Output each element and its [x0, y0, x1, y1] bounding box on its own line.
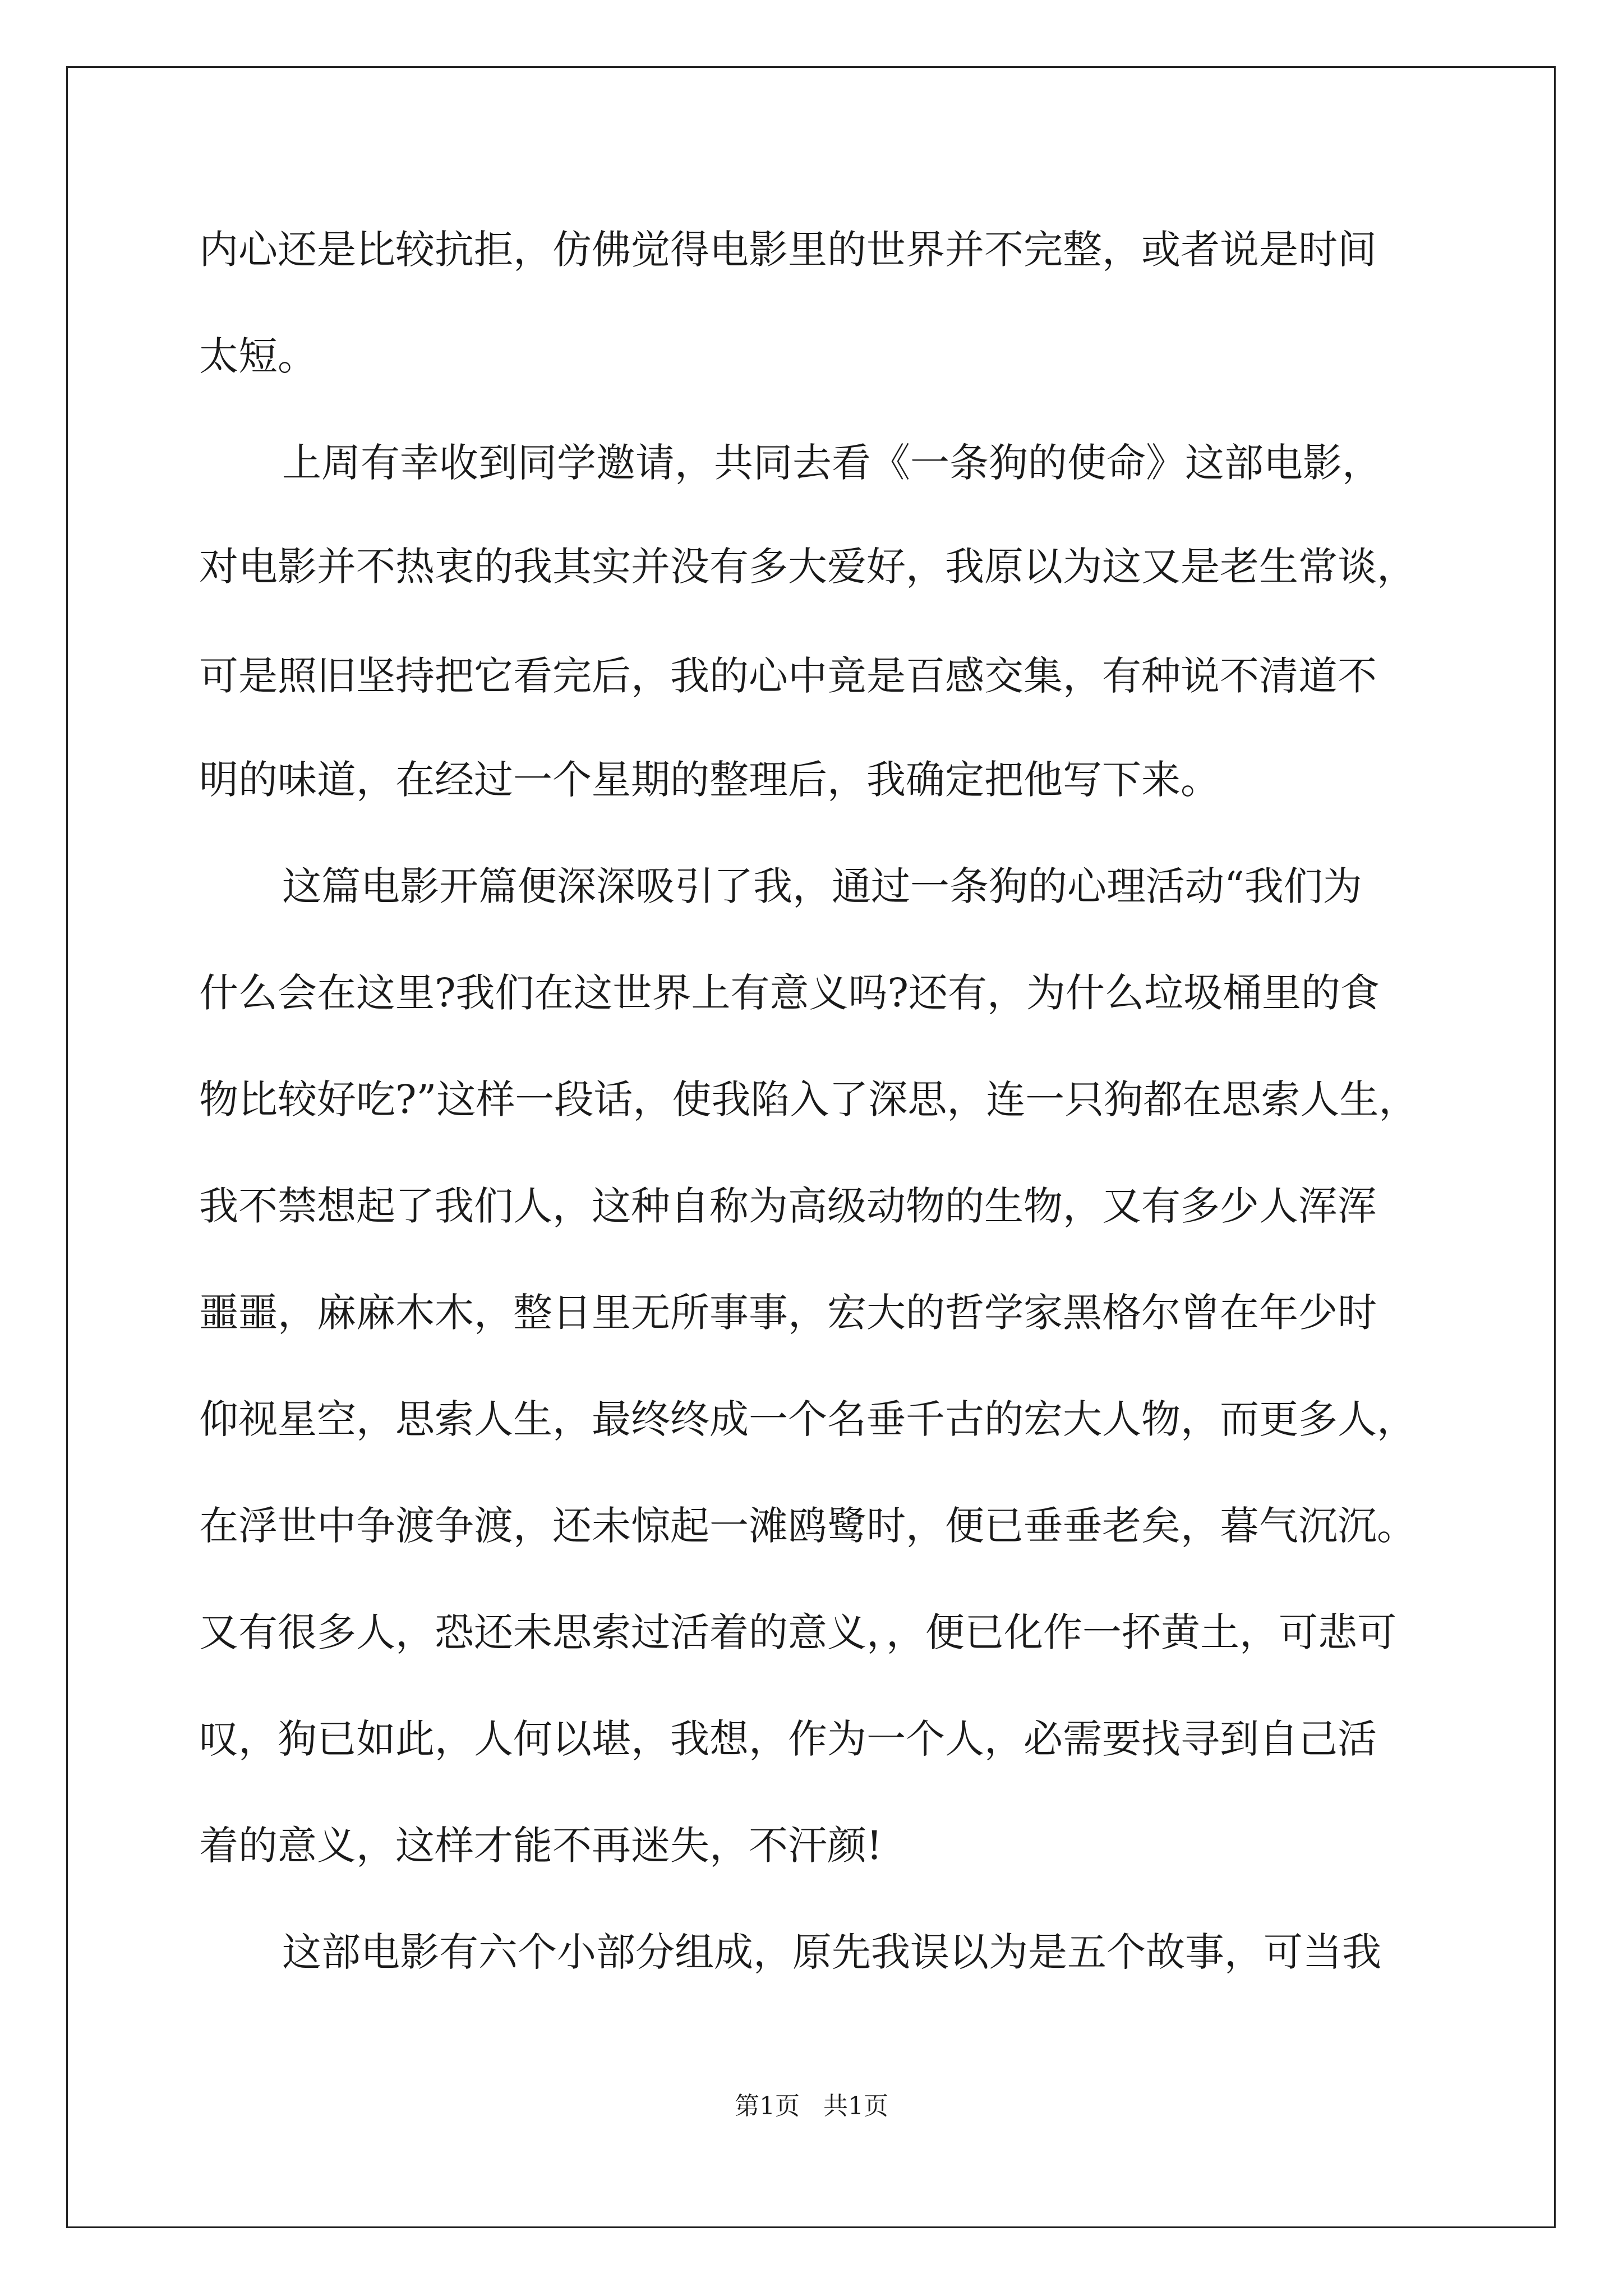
text-line: 什么会在这里?我们在这世界上有意义吗?还有，为什么垃圾桶里的食	[199, 970, 1380, 1016]
text-line: 可是照旧坚持把它看完后，我的心中竟是百感交集，有种说不清道不	[199, 653, 1377, 699]
text-line: 明的味道，在经过一个星期的整理后，我确定把他写下来。	[199, 757, 1220, 803]
text-line: 又有很多人，恐还未思索过活着的意义，，便已化作一抔黄土，可悲可	[199, 1609, 1396, 1655]
paragraph-start-line: 上周有幸收到同学邀请，共同去看《一条狗的使命》这部电影，	[282, 440, 1381, 486]
text-line: 叹，狗已如此，人何以堪，我想，作为一个人，必需要找寻到自己活	[199, 1716, 1377, 1762]
text-line: 我不禁想起了我们人，这种自称为高级动物的生物，又有多少人浑浑	[199, 1183, 1377, 1229]
text-line: 仰视星空，思索人生，最终终成一个名垂千古的宏大人物，而更多人，	[199, 1396, 1416, 1442]
text-line: 在浮世中争渡争渡，还未惊起一滩鸥鹭时，便已垂垂老矣，暮气沉沉。	[199, 1503, 1416, 1549]
page-number-footer: 第1页 共1页	[735, 2092, 888, 2120]
text-line: 物比较好吃?”这样一段话，使我陷入了深思，连一只狗都在思索人生，	[199, 1076, 1418, 1122]
paragraph-start-line: 这篇电影开篇便深深吸引了我，通过一条狗的心理活动“我们为	[282, 863, 1362, 909]
text-line: 太短。	[199, 333, 317, 379]
text-line: 对电影并不热衷的我其实并没有多大爱好，我原以为这又是老生常谈，	[199, 544, 1416, 590]
text-line: 噩噩，麻麻木木，整日里无所事事，宏大的哲学家黑格尔曾在年少时	[199, 1290, 1377, 1336]
paragraph-start-line: 这部电影有六个小部分组成，原先我误以为是五个故事，可当我	[282, 1929, 1381, 1975]
page-border	[66, 66, 1556, 2228]
text-line: 内心还是比较抗拒，仿佛觉得电影里的世界并不完整，或者说是时间	[199, 227, 1377, 273]
text-line: 着的意义，这样才能不再迷失，不汗颜!	[199, 1823, 883, 1869]
